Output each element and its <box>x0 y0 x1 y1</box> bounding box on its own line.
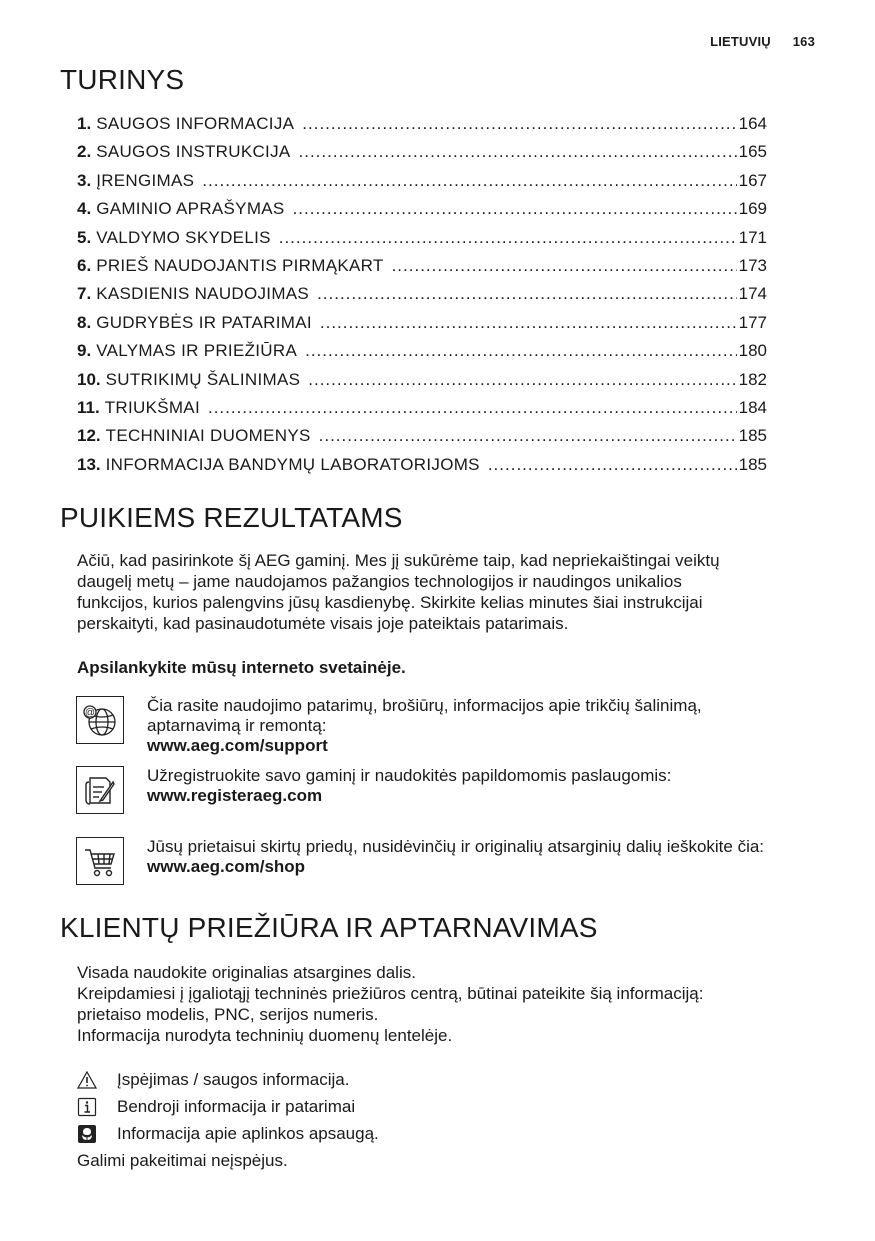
toc-leader-dots <box>392 256 737 276</box>
results-section-title: PUIKIEMS REZULTATAMS <box>60 502 403 533</box>
table-of-contents <box>77 114 767 483</box>
toc-entry-number: 5. <box>77 227 92 247</box>
toc-entry-number: 8. <box>77 312 92 332</box>
toc-entry-title: VALDYMO SKYDELIS <box>96 227 271 247</box>
toc-entry-page: 177 <box>738 312 767 332</box>
toc-entry-number: 4. <box>77 199 92 219</box>
toc-entry-title: GAMINIO APRAŠYMAS <box>96 199 285 219</box>
toc-entry-page: 185 <box>738 426 767 446</box>
toc-leader-dots <box>305 341 737 361</box>
toc-leader-dots <box>317 284 737 304</box>
customer-care-title: KLIENTŲ PRIEŽIŪRA IR APTARNAVIMAS <box>60 912 598 943</box>
intro-line: perskaityti, kad pasinaudotumėte visais joje pateiktais patarimais. <box>77 614 569 633</box>
toc-entry-page: 167 <box>738 170 767 190</box>
page-header <box>710 34 815 49</box>
toc-entry-title: TECHNINIAI DUOMENYS <box>105 426 311 446</box>
support-description-line: aptarnavimą ir remontą: <box>147 716 327 735</box>
toc-entry-page: 171 <box>738 227 767 247</box>
toc-entry[interactable] <box>77 228 767 256</box>
warning-icon <box>77 1070 97 1090</box>
toc-entry-number: 10. <box>77 369 101 389</box>
toc-entry-page: 164 <box>738 114 767 133</box>
page-number: 163 <box>792 34 815 49</box>
info-icon <box>77 1097 97 1117</box>
toc-leader-dots <box>293 199 737 219</box>
shopping-cart-icon <box>76 837 124 885</box>
changes-note: Galimi pakeitimai neįspėjus. <box>77 1151 288 1170</box>
globe-at-icon <box>76 696 124 744</box>
toc-leader-dots <box>488 455 737 475</box>
toc-entry-title: VALYMAS IR PRIEŽIŪRA <box>96 341 298 361</box>
svg-text:@: @ <box>84 707 96 719</box>
shop-url-link[interactable]: www.aeg.com/shop <box>147 857 306 876</box>
toc-entry-title: KASDIENIS NAUDOJIMAS <box>96 284 310 304</box>
toc-entry[interactable] <box>77 370 767 398</box>
legend-item <box>77 1093 379 1120</box>
toc-entry-number: 11. <box>77 397 100 417</box>
toc-entry-page: 174 <box>738 284 767 304</box>
toc-leader-dots <box>320 313 737 333</box>
toc-leader-dots <box>279 228 737 248</box>
toc-entry-title: TRIUKŠMAI <box>104 397 200 417</box>
shop-description-line: Jūsų prietaisui skirtų priedų, nusidėvinčių ir originalių atsarginių dalių ieškokite čia: <box>147 837 765 856</box>
toc-entry[interactable] <box>77 256 767 284</box>
toc-entry-page: 182 <box>738 369 767 389</box>
toc-entry-title: GUDRYBĖS IR PATARIMAI <box>96 312 312 332</box>
shop-link-text <box>147 837 827 877</box>
support-description-line: Čia rasite naudojimo patarimų, brošiūrų, informacijos apie trikčių šalinimą, <box>147 696 702 715</box>
toc-leader-dots <box>319 426 737 446</box>
toc-entry-title: INFORMACIJA BANDYMŲ LABORATORIJOMS <box>105 454 480 474</box>
toc-entry-number: 1. <box>77 114 92 133</box>
toc-entry-number: 6. <box>77 255 92 275</box>
toc-entry[interactable] <box>77 171 767 199</box>
toc-entry-number: 12. <box>77 426 101 446</box>
toc-leader-dots <box>208 398 737 418</box>
toc-leader-dots <box>202 171 736 191</box>
toc-title: TURINYS <box>60 64 185 95</box>
toc-entry[interactable] <box>77 455 767 483</box>
register-url-link[interactable]: www.registeraeg.com <box>147 786 323 805</box>
intro-line: Ačiū, kad pasirinkote šį AEG gaminį. Mes jį sukūrėme taip, kad nepriekaištingai veiktų <box>77 551 720 570</box>
support-url-link[interactable]: www.aeg.com/support <box>147 736 328 755</box>
care-line: prietaiso modelis, PNC, serijos numeris. <box>77 1005 379 1024</box>
toc-entry-page: 169 <box>738 199 767 219</box>
intro-line: funkcijos, kurios palengvins jūsų kasdienybę. Skirkite kelias minutes šiai instrukcijai <box>77 593 703 612</box>
language-label: LIETUVIŲ <box>710 34 771 49</box>
toc-leader-dots <box>308 370 736 390</box>
visit-website-heading: Apsilankykite mūsų interneto svetainėje. <box>77 658 406 677</box>
register-description-line: Užregistruokite savo gaminį ir naudokitės papildomomis paslaugomis: <box>147 766 672 785</box>
support-link-text <box>147 696 827 756</box>
toc-entry[interactable] <box>77 313 767 341</box>
intro-line: daugelį metų – jame naudojamos pažangios technologijos ir naudingos unikalios <box>77 572 682 591</box>
toc-entry-number: 2. <box>77 142 92 162</box>
toc-entry-page: 173 <box>738 255 767 275</box>
toc-entry[interactable] <box>77 114 767 142</box>
toc-entry[interactable] <box>77 398 767 426</box>
toc-entry[interactable] <box>77 199 767 227</box>
toc-entry[interactable] <box>77 284 767 312</box>
toc-entry-number: 7. <box>77 284 92 304</box>
environment-icon <box>77 1124 97 1144</box>
toc-entry-page: 180 <box>738 341 767 361</box>
register-link-text <box>147 766 827 806</box>
toc-entry-title: SAUGOS INFORMACIJA <box>96 114 295 133</box>
toc-leader-dots <box>302 114 736 134</box>
toc-entry-page: 165 <box>738 142 767 162</box>
toc-entry[interactable] <box>77 142 767 170</box>
toc-entry-title: PRIEŠ NAUDOJANTIS PIRMĄKART <box>96 255 384 275</box>
register-document-icon <box>76 766 124 814</box>
legend-label: Įspėjimas / saugos informacija. <box>117 1069 350 1089</box>
toc-entry-title: SUTRIKIMŲ ŠALINIMAS <box>105 369 301 389</box>
care-line: Informacija nurodyta techninių duomenų lentelėje. <box>77 1026 453 1045</box>
intro-paragraph <box>77 550 797 634</box>
symbol-legend <box>77 1066 379 1147</box>
toc-entry-title: SAUGOS INSTRUKCIJA <box>96 142 291 162</box>
toc-entry-page: 185 <box>738 454 767 474</box>
toc-entry-title: ĮRENGIMAS <box>96 170 195 190</box>
toc-entry-number: 9. <box>77 341 92 361</box>
legend-label: Bendroji informacija ir patarimai <box>117 1096 356 1116</box>
toc-leader-dots <box>299 142 737 162</box>
customer-care-paragraph <box>77 962 817 1046</box>
toc-entry[interactable] <box>77 341 767 369</box>
legend-item <box>77 1120 379 1147</box>
toc-entry-number: 13. <box>77 454 101 474</box>
care-line: Kreipdamiesi į įgaliotąjį techninės priežiūros centrą, būtinai pateikite šią informaciją: <box>77 984 704 1003</box>
toc-entry[interactable] <box>77 426 767 454</box>
care-line: Visada naudokite originalias atsargines dalis. <box>77 963 416 982</box>
toc-entry-page: 184 <box>738 397 767 417</box>
legend-item <box>77 1066 379 1093</box>
toc-entry-number: 3. <box>77 170 92 190</box>
legend-label: Informacija apie aplinkos apsaugą. <box>117 1123 379 1143</box>
